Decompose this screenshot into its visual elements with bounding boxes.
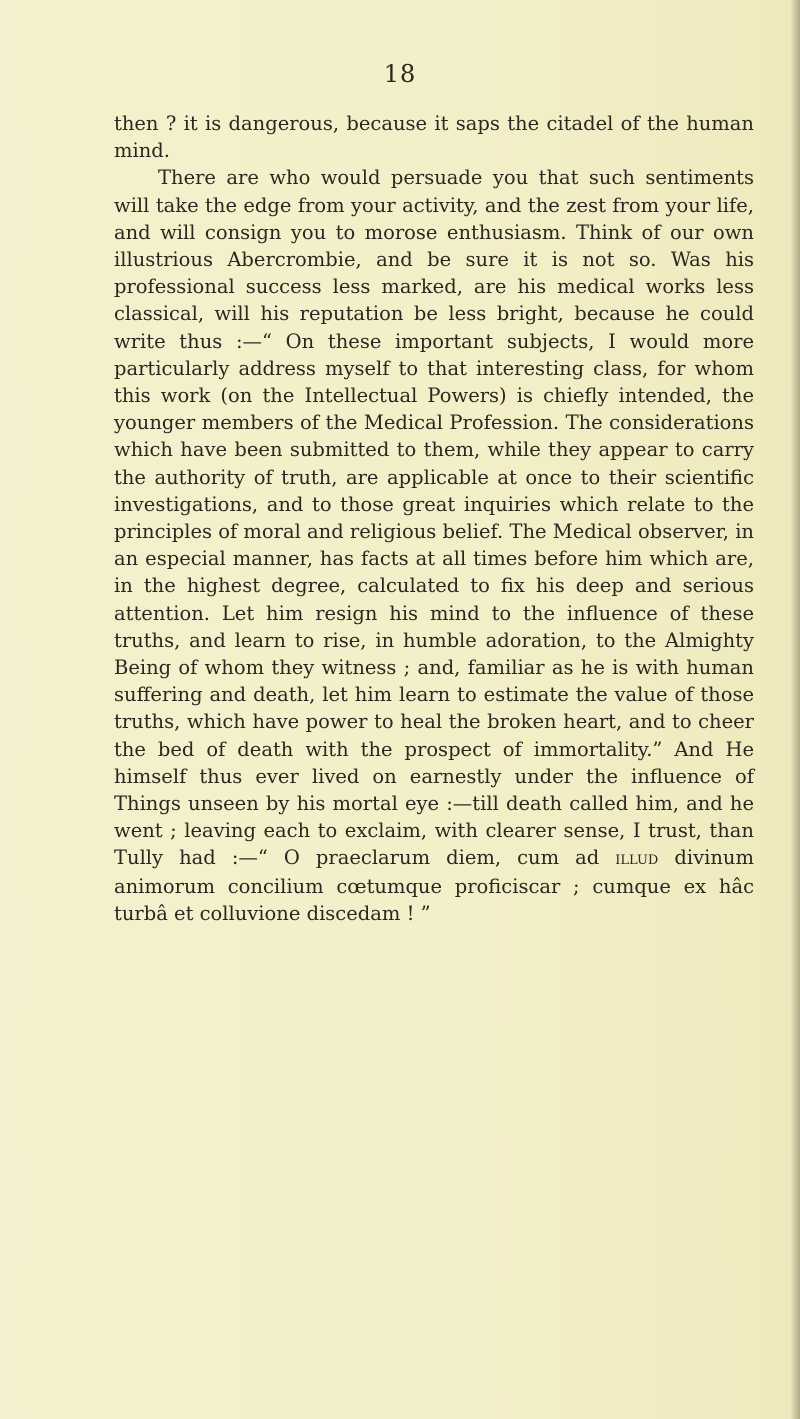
paragraph-2-main: There are who would persuade you that such sentiments will take the edge from your activity, and the zest from your life, and will consign you to morose enthusiasm. Think of our own illustrious Abercrombie, and be sure it is not so. Was his professional success less marked, are his medical works less classical, will his reputation be less bright, because he could write thus :—“ On these important subjects, I would more particularly address myself to that interesting class, for whom this work (on the Intellectual Powers) is chiefly intended, the younger members of the Medical Profession. The considerations which have been submitted to them, while they appear to carry the authority of truth, are applicable at once to their scientific investigations, and to those great inquiries which relate to the principles of moral and religious belief. The Medical observer, in an especial manner, has facts at all times before him which are, in the highest degree, calculated to fix his deep and serious attention. Let him resign his mind to the influence of these truths, and learn to rise, in humble adoration, to the Almighty Being of whom they witness ; and, familiar as he is with human suffering and death, let him learn to estimate the value of those truths, which have power to heal the broken heart, and to cheer the bed of death with the prospect of immortality.” And He himself thus ever lived on earnestly under the influence of Things unseen by his mortal eye :—till death called him, and he went ; leaving each to exclaim, with clearer sense, I trust, than Tully had :—“ O praeclarum diem, cum ad: [114, 166, 754, 870]
body-text: [114, 110, 754, 927]
page-number: 18: [383, 60, 417, 88]
paragraph-2-end: divinum animorum concilium cœtumque proficiscar ; cumque ex hâc turbâ et colluvione discedam ! ”: [114, 846, 754, 925]
page-edge-shadow: [790, 0, 800, 1419]
paragraph-1: then ? it is dangerous, because it saps the citadel of the human mind.: [114, 112, 754, 163]
paragraph-2: [114, 164, 754, 927]
smallcaps-word: illud: [615, 848, 659, 870]
